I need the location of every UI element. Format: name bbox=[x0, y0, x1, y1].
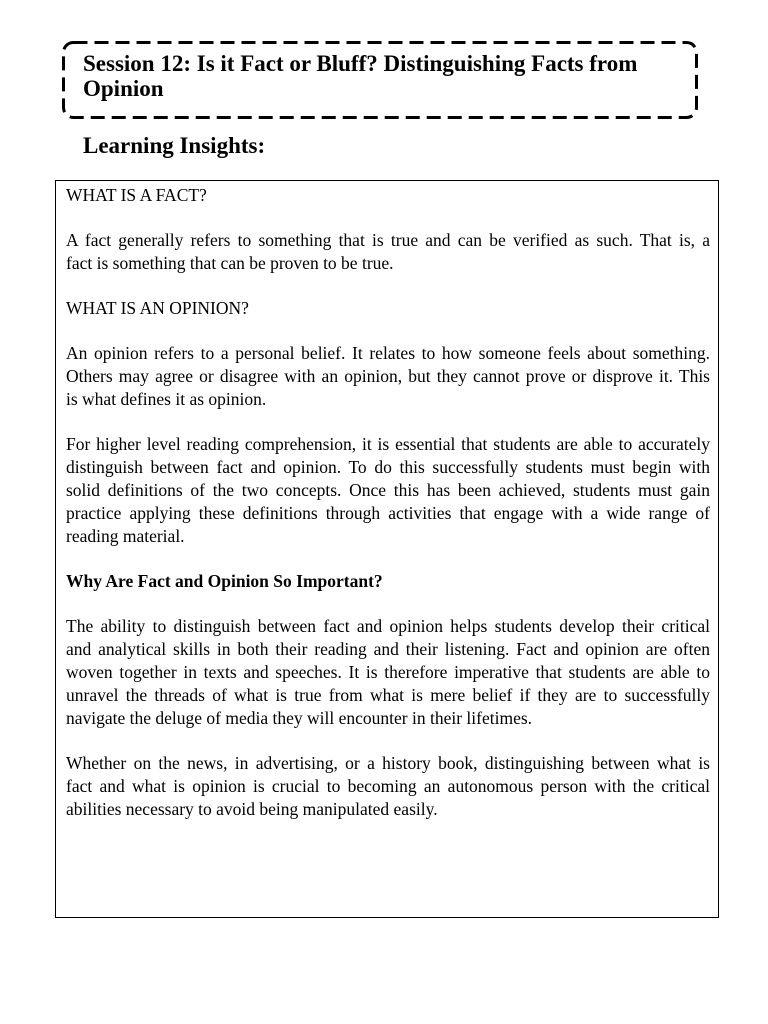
text-line: abilities necessary to avoid being manipulated easily. bbox=[66, 799, 438, 819]
opinion-definition-paragraph bbox=[66, 342, 710, 411]
text-line: unravel the threads of what is true from what is mere belief if they are to successfully bbox=[66, 685, 710, 705]
fact-definition-paragraph bbox=[66, 229, 710, 275]
learning-insights-heading: Learning Insights: bbox=[83, 133, 266, 158]
text-line: navigate the deluge of media they will encounter in their lifetimes. bbox=[66, 708, 533, 728]
text-line: fact is something that can be proven to be true. bbox=[66, 253, 394, 273]
opinion-heading bbox=[66, 297, 710, 320]
text-line: is what defines it as opinion. bbox=[66, 389, 267, 409]
session-title: Session 12: Is it Fact or Bluff? Distinguishing Facts from Opinion bbox=[83, 51, 638, 101]
text-line: woven together in texts and speeches. It is therefore imperative that students are able to bbox=[66, 662, 710, 682]
text-line: fact and what is opinion is crucial to becoming an autonomous person with the critical bbox=[66, 776, 710, 796]
importance-heading bbox=[66, 570, 710, 593]
text-line: For higher level reading comprehension, it is essential that students are able to accurately bbox=[66, 434, 710, 454]
media-literacy-paragraph bbox=[66, 752, 710, 821]
text-line: distinguish between fact and opinion. To do this successfully students must begin with bbox=[66, 457, 710, 477]
text-line: Why Are Fact and Opinion So Important? bbox=[66, 571, 383, 591]
text-line: WHAT IS AN OPINION? bbox=[66, 298, 249, 318]
text-line: and analytical skills in both their reading and their listening. Fact and opinion are often bbox=[66, 639, 710, 659]
text-line: The ability to distinguish between fact and opinion helps students develop their critical bbox=[66, 616, 710, 636]
importance-paragraph bbox=[66, 615, 710, 730]
text-line: An opinion refers to a personal belief. It relates to how someone feels about something. bbox=[66, 343, 710, 363]
text-line: solid definitions of the two concepts. Once this has been achieved, students must gain bbox=[66, 480, 710, 500]
text-line: Whether on the news, in advertising, or a history book, distinguishing between what is bbox=[66, 753, 710, 773]
text-line: WHAT IS A FACT? bbox=[66, 185, 207, 205]
comprehension-paragraph bbox=[66, 433, 710, 548]
text-line: Others may agree or disagree with an opinion, but they cannot prove or disprove it. This bbox=[66, 366, 710, 386]
fact-heading bbox=[66, 184, 710, 207]
text-line: reading material. bbox=[66, 526, 185, 546]
learning-insights-box bbox=[55, 180, 719, 918]
text-line: A fact generally refers to something that is true and can be verified as such. That is, a bbox=[66, 230, 710, 250]
text-line: practice applying these definitions through activities that engage with a wide range of bbox=[66, 503, 710, 523]
